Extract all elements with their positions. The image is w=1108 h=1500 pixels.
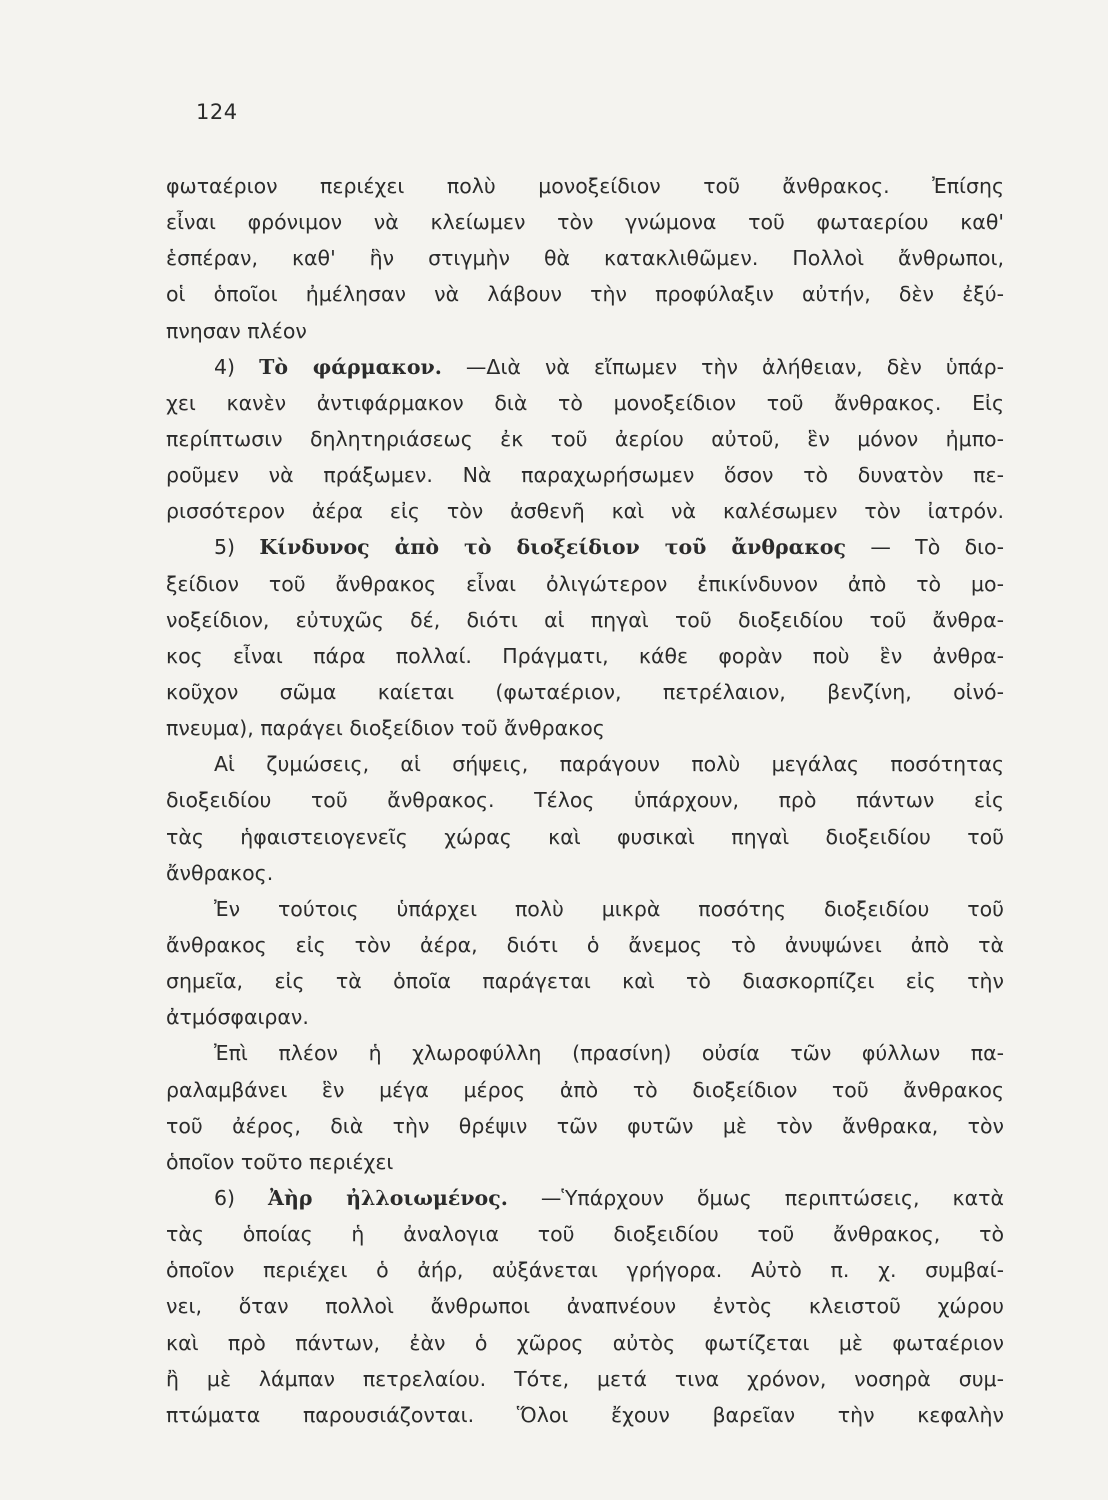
line-text: Ἐπὶ πλέον ἡ χλωροφύλλη (πρασίνη) οὐσία τῶν φύλλων πα-: [214, 1041, 1004, 1066]
line-text: νοξείδιον, εὐτυχῶς δέ, διότι αἱ πηγαὶ τοῦ διοξειδίου τοῦ ἄνθρα-: [166, 607, 1004, 632]
line-text: Αἱ ζυμώσεις, αἱ σήψεις, παράγουν πολὺ μεγάλας ποσότητας: [214, 752, 1004, 777]
text-line: [166, 602, 1004, 638]
text-line: [166, 1252, 1004, 1288]
line-text: κος εἶναι πάρα πολλαί. Πράγματι, κάθε φορὰν ποὺ ἓν ἀνθρα-: [166, 643, 1004, 668]
line-text: ραλαμβάνει ἓν μέγα μέρος ἀπὸ τὸ διοξείδιον τοῦ ἄνθρακος: [166, 1077, 1004, 1102]
text-line: [166, 276, 1004, 312]
line-text: τοῦ ἀέρος, διὰ τὴν θρέψιν τῶν φυτῶν μὲ τὸν ἄνθρακα, τὸν: [166, 1113, 1004, 1138]
text-line: [166, 313, 1004, 349]
line-text: σημεῖα, εἰς τὰ ὁποῖα παράγεται καὶ τὸ διασκορπίζει εἰς τὴν: [166, 969, 1004, 994]
text-line: [166, 168, 1004, 204]
line-text: ξείδιον τοῦ ἄνθρακος εἶναι ὀλιγώτερον ἐπικίνδυνον ἀπὸ τὸ μο-: [166, 571, 1004, 596]
line-text: ἀτμόσφαιραν.: [166, 1005, 309, 1030]
line-text: πνησαν πλέον: [166, 318, 307, 343]
section-number: 4): [214, 354, 236, 379]
text-line: [166, 674, 1004, 710]
text-line: [166, 963, 1004, 999]
section-heading: Κίνδυνος ἀπὸ τὸ διοξείδιον τοῦ ἄνθρακος: [259, 535, 846, 560]
text-line: [166, 385, 1004, 421]
line-text: ροῦμεν νὰ πράξωμεν. Νὰ παραχωρήσωμεν ὅσον τὸ δυνατὸν πε-: [166, 463, 1004, 488]
text-line: [166, 891, 1004, 927]
text-line: [166, 204, 1004, 240]
text-line: [166, 819, 1004, 855]
text-line: [166, 240, 1004, 276]
page-number: 124: [196, 100, 238, 124]
line-text: φωταέριον περιέχει πολὺ μονοξείδιον τοῦ ἄνθρακος. Ἐπίσης: [166, 174, 1004, 198]
line-text: τὰς ὁποίας ἡ ἀναλογια τοῦ διοξειδίου τοῦ ἄνθρακος, τὸ: [166, 1222, 1004, 1247]
line-text: τὰς ἡφαιστειογενεῖς χώρας καὶ φυσικαὶ πηγαὶ διοξειδίου τοῦ: [166, 824, 1004, 849]
text-line: [166, 421, 1004, 457]
text-line: [166, 1035, 1004, 1071]
text-line: [166, 638, 1004, 674]
text-line: [166, 927, 1004, 963]
text-line: [166, 457, 1004, 493]
text-line: [166, 1288, 1004, 1324]
section-heading: Τὸ φάρμακον.: [259, 354, 442, 379]
text-line: [166, 1397, 1004, 1433]
line-text: —Ὑπάρχουν ὅμως περιπτώσεις, κατὰ: [540, 1185, 1004, 1210]
text-line: [166, 566, 1004, 602]
line-text: διοξειδίου τοῦ ἄνθρακος. Τέλος ὑπάρχουν, πρὸ πάντων εἰς: [166, 788, 1004, 813]
line-text: καὶ πρὸ πάντων, ἐὰν ὁ χῶρος αὐτὸς φωτίζεται μὲ φωταέριον: [166, 1330, 1004, 1355]
section-heading-line: [166, 349, 1004, 385]
text-line: [166, 710, 1004, 746]
line-text: Ἐν τούτοις ὑπάρχει πολὺ μικρὰ ποσότης διοξειδίου τοῦ: [214, 896, 1004, 921]
text-line: [166, 1325, 1004, 1361]
line-text: ἑσπέραν, καθ' ἣν στιγμὴν θὰ κατακλιθῶμεν. Πολλοὶ ἄνθρωποι,: [166, 246, 1004, 271]
text-line: [166, 999, 1004, 1035]
line-text: — Τὸ διο-: [870, 535, 1004, 560]
section-number: 5): [214, 535, 236, 560]
text-line: [166, 1072, 1004, 1108]
text-line: [166, 782, 1004, 818]
line-text: ὁποῖον περιέχει ὁ ἀήρ, αὐξάνεται γρήγορα. Αὐτὸ π. χ. συμβαί-: [166, 1258, 1004, 1283]
text-line: [166, 1216, 1004, 1252]
line-text: ἢ μὲ λάμπαν πετρελαίου. Τότε, μετά τινα χρόνον, νοσηρὰ συμ-: [166, 1366, 1004, 1391]
line-text: εἶναι φρόνιμον νὰ κλείωμεν τὸν γνώμονα τοῦ φωταερίου καθ': [166, 210, 1004, 235]
text-line: [166, 493, 1004, 529]
line-text: κοῦχον σῶμα καίεται (φωταέριον, πετρέλαιον, βενζίνη, οἰνό-: [166, 679, 1004, 704]
line-text: —Διὰ νὰ εἴπωμεν τὴν ἀλήθειαν, δὲν ὑπάρ-: [465, 354, 1004, 379]
line-text: πνευμα), παράγει διοξείδιον τοῦ ἄνθρακος: [166, 716, 605, 741]
body-text: [166, 168, 1004, 1433]
line-text: ρισσότερον ἀέρα εἰς τὸν ἀσθενῆ καὶ νὰ καλέσωμεν τὸν ἰατρόν.: [166, 499, 1004, 524]
text-line: [166, 855, 1004, 891]
section-number: 6): [214, 1185, 236, 1210]
line-text: ἄνθρακος εἰς τὸν ἀέρα, διότι ὁ ἄνεμος τὸ ἀνυψώνει ἀπὸ τὰ: [166, 932, 1004, 957]
line-text: περίπτωσιν δηλητηριάσεως ἐκ τοῦ ἀερίου αὐτοῦ, ἓν μόνον ἠμπο-: [166, 426, 1004, 451]
section-heading: Ἀὴρ ἠλλοιωμένος.: [268, 1185, 508, 1210]
section-heading-line: [166, 529, 1004, 565]
text-line: [166, 1108, 1004, 1144]
line-text: ὁποῖον τοῦτο περιέχει: [166, 1149, 394, 1174]
line-text: οἱ ὁποῖοι ἠμέλησαν νὰ λάβουν τὴν προφύλαξιν αὐτήν, δὲν ἐξύ-: [166, 282, 1004, 307]
line-text: νει, ὅταν πολλοὶ ἄνθρωποι ἀναπνέουν ἐντὸς κλειστοῦ χώρου: [166, 1294, 1004, 1319]
text-line: [166, 1144, 1004, 1180]
text-line: [166, 1361, 1004, 1397]
line-text: χει κανὲν ἀντιφάρμακον διὰ τὸ μονοξείδιον τοῦ ἄνθρακος. Εἰς: [166, 390, 1004, 415]
section-heading-line: [166, 1180, 1004, 1216]
text-line: [166, 746, 1004, 782]
line-text: ἄνθρακος.: [166, 860, 274, 885]
line-text: πτώματα παρουσιάζονται. Ὅλοι ἔχουν βαρεῖαν τὴν κεφαλὴν: [166, 1402, 1004, 1427]
